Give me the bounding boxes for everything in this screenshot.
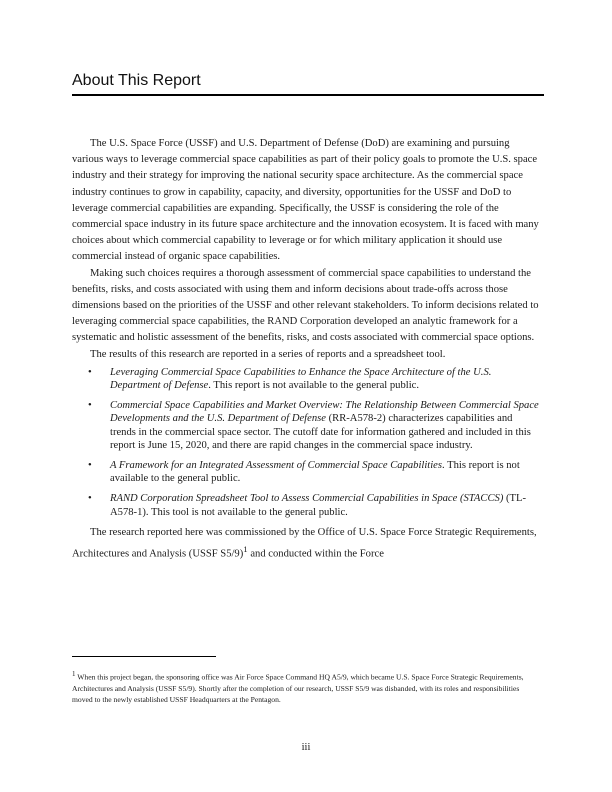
footnote-text: When this project began, the sponsoring office was Air Force Space Command HQ A5/9, which became U.S. Space Force Strategic Requirements, Architectures and Analysis (USSF S5/9). Shortly after the completion of our research, USSF S5/9 was disbanded, with its roles and responsibilities moved to the newly established USSF Headquarters at the Pentagon.	[72, 672, 524, 704]
page-title: About This Report	[72, 72, 201, 89]
report-list	[72, 365, 540, 519]
report-title: A Framework for an Integrated Assessment of Commercial Space Capabilities	[110, 460, 443, 472]
bullet-dot: •	[88, 400, 92, 412]
bullet-dot: •	[88, 493, 92, 505]
bullet-dot: •	[88, 366, 92, 378]
list-item	[72, 365, 540, 392]
report-description: . This report is not available to the general public.	[110, 460, 520, 485]
footnote-rule	[72, 656, 216, 657]
report-title: Commercial Space Capabilities and Market Overview: The Relationship Between Commercial Space Developments and the U.S. Department of Defense	[110, 400, 539, 425]
footnote-reference[interactable]: 1	[243, 544, 248, 555]
report-description: (TL-A578-1). This tool is not available to the general public.	[110, 493, 526, 518]
footnote	[72, 669, 540, 705]
paragraph-results: The results of this research are reported in a series of reports and a spreadsheet tool.	[90, 348, 446, 360]
report-title: RAND Corporation Spreadsheet Tool to Assess Commercial Capabilities in Space (STACCS)	[110, 493, 504, 505]
bullet-dot: •	[88, 460, 92, 472]
paragraph-framework: Making such choices requires a thorough assessment of commercial space capabilities to understand the benefits, risks, and costs associated with using them and inform decisions about trade-offs across those dimensions based on the priorities of the USSF and other relevant stakeholders. To inform decisions related to leveraging commercial space capabilities, the RAND Corporation developed an analytic framework for a systematic and holistic assessment of the benefits, risks, and costs associated with commercial space options.	[72, 267, 539, 344]
commission-text-continued: and conducted within the Force	[247, 548, 384, 560]
page-number: iii	[301, 742, 311, 753]
paragraph-intro: The U.S. Space Force (USSF) and U.S. Department of Defense (DoD) are examining and pursuing various ways to leverage commercial space capabilities as part of their policy goals to promote the U.S. space industry and their strategy for improving the national security space architecture. As the commercial space industry continues to grow in capability, capacity, and diversity, opportunities for the USSF and DoD to leverage commercial capabilities are expanding. Specifically, the USSF is considering the role of the commercial space industry in its future space architecture and the innovation ecosystem. It is faced with many choices about which commercial capability to leverage or for which military application it should use commercial instead of organic space capabilities.	[72, 138, 539, 263]
report-description: (RR-A578-2) characterizes capabilities and trends in the commercial space sector. The cutoff date for information gathered and included in this report is June 15, 2020, and there are rapid changes in the commercial space industry.	[110, 413, 531, 451]
report-body	[72, 136, 540, 563]
report-description: . This report is not available to the general public.	[208, 380, 420, 392]
footnote-marker: 1	[72, 670, 76, 678]
report-title: Leveraging Commercial Space Capabilities to Enhance the Space Architecture of the U.S. Department of Defense	[110, 366, 492, 392]
commission-text: The research reported here was commissioned by the Office of U.S. Space Force Strategic Requirements, Architectures and Analysis (USSF S5/9)	[72, 526, 537, 560]
paragraph-commission	[72, 525, 540, 563]
list-item	[72, 458, 540, 485]
title-rule	[72, 94, 544, 96]
list-item	[72, 398, 540, 452]
list-item	[72, 491, 540, 518]
